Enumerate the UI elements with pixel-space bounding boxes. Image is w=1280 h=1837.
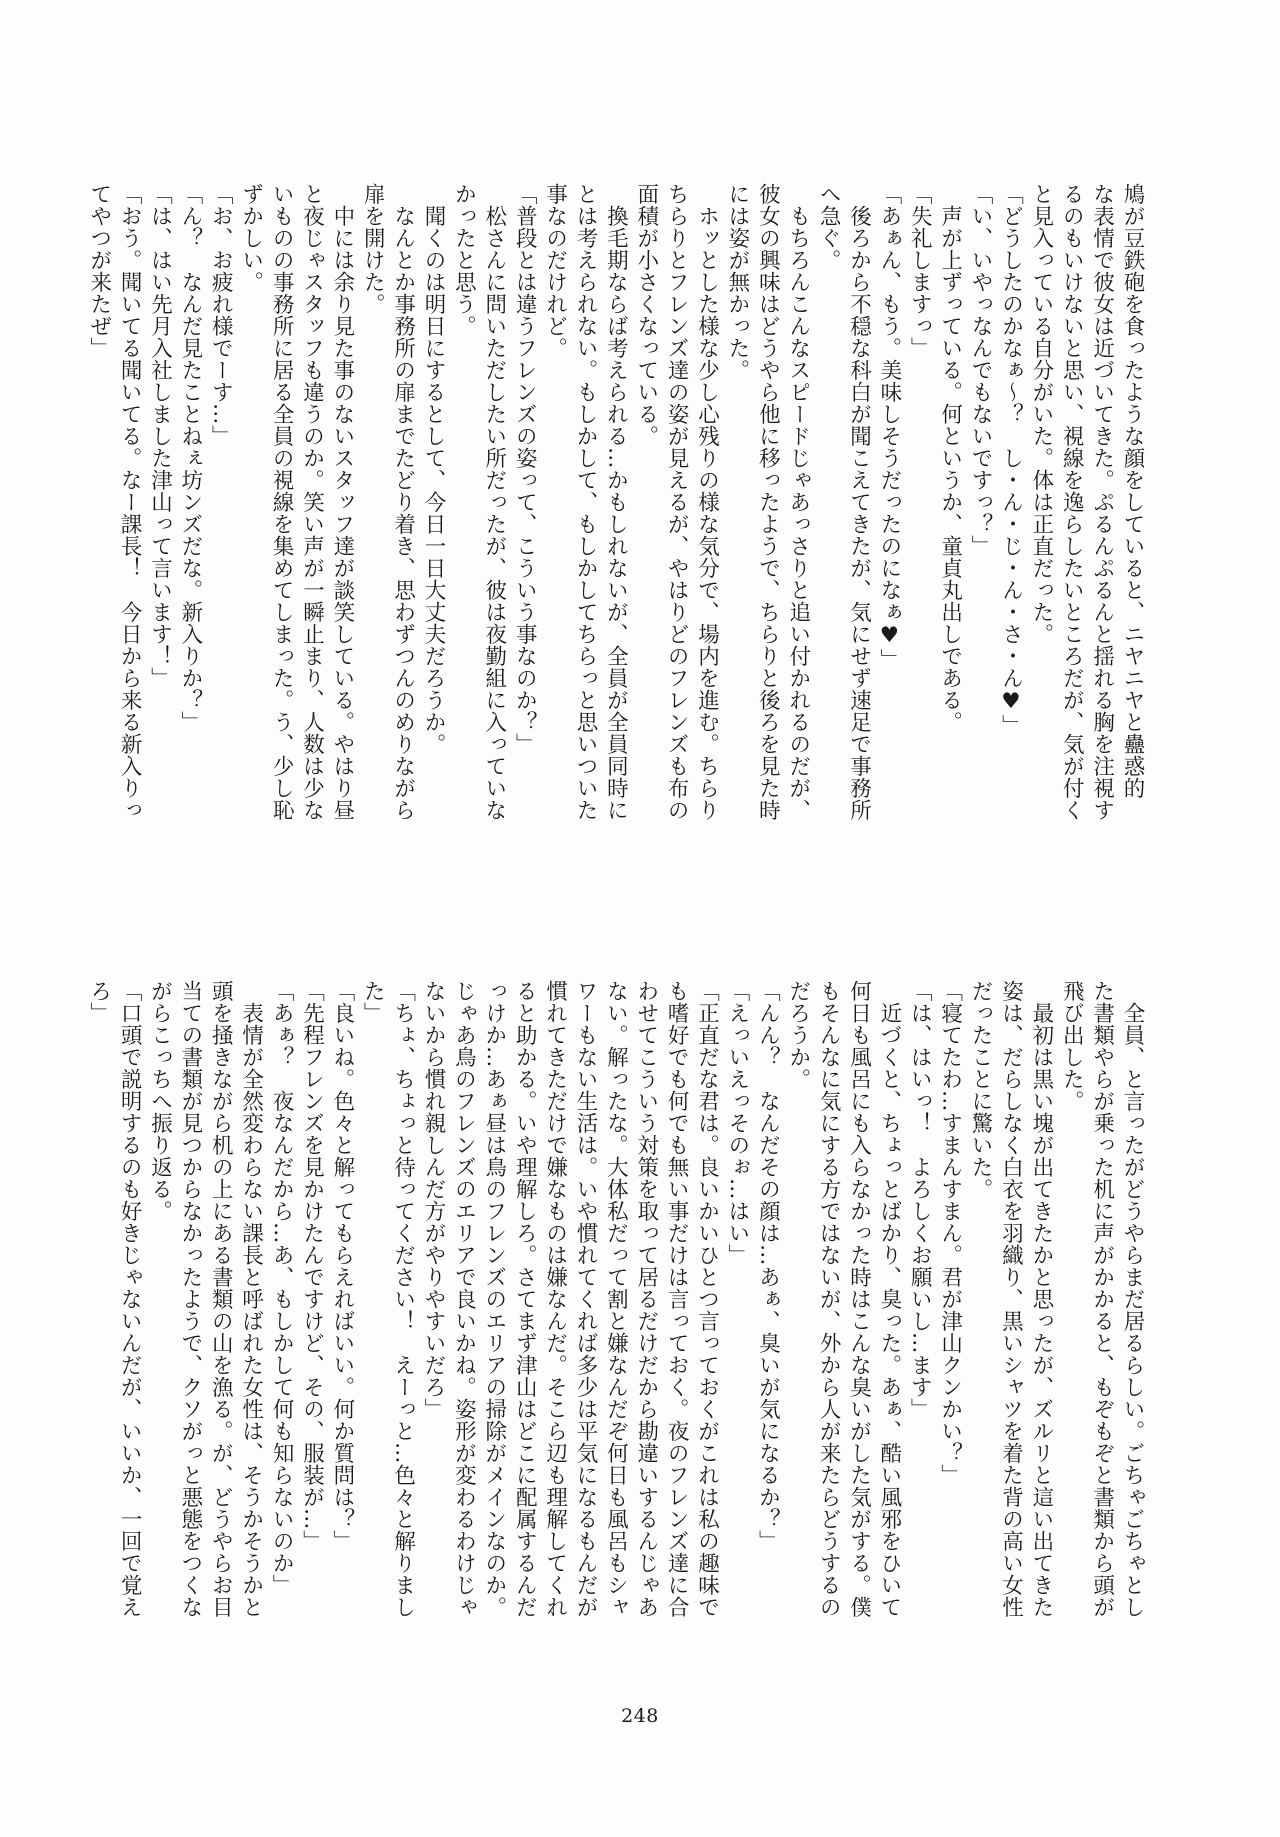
text-column: ちらりとフレンズ達の姿が見えるが、やはりどのフレンズも布の: [664, 183, 690, 821]
text-column: もそんなに気にする方ではないが、外から人が来たらどうするの: [816, 980, 842, 1618]
text-column: 慣れてきただけで嫌なものは嫌なんだ。そこら辺も理解してくれ: [542, 980, 568, 1618]
text-column: 面積が小さくなっている。: [633, 183, 659, 447]
text-column: だろうか。: [785, 980, 811, 1090]
text-column: じゃあ鳥のフレンズのエリアで良いかね。姿形が変わるわけじゃ: [451, 980, 477, 1618]
text-column: 最初は黒い塊が出てきたかと思ったが、ズルリと這い出てきた: [1028, 980, 1054, 1618]
text-column: ろ」: [86, 980, 112, 1024]
text-column: 「失礼しますっ」: [907, 183, 933, 359]
text-column: た」: [360, 980, 386, 1024]
text-column: ずかしい。: [238, 183, 264, 293]
text-column: 頭を掻きながら机の上にある書類の山を漁る。が、どうやらお目: [208, 980, 234, 1618]
text-column: てやつが来たぜ」: [86, 183, 112, 359]
text-column: もちろんこんなスピードじゃあっさりと追い付かれるのだが、: [785, 183, 811, 821]
text-column: ワーもない生活は。いや慣れてくれば多少は平気になるもんだが: [572, 980, 598, 1618]
text-column: 聞くのは明日にするとして、今日一日大丈夫だろうか。: [421, 183, 447, 755]
upper-text-block: [83, 183, 1147, 907]
text-column: っけか…あぁ昼は鳥のフレンズのエリアの掃除がメインなのか。: [481, 980, 507, 1618]
text-column: 「あぁ？ 夜なんだから…あ、もしかして何も知らないのか」: [269, 980, 295, 1596]
text-column: 「普段とは違うフレンズの姿って、こういう事なのか？」: [512, 183, 538, 755]
text-column: わせてこういう対策を取って居るだけだから勘違いするんじゃあ: [633, 980, 659, 1618]
text-column: 飛び出した。: [1059, 980, 1085, 1112]
text-column: 声が上ずっている。何というか、童貞丸出しである。: [937, 183, 963, 733]
text-column: 「は、はい先月入社しました津山って言います！」: [147, 183, 173, 689]
text-column: 扉を開けた。: [360, 183, 386, 315]
text-column: 何日も風呂にも入らなかった時はこんな臭いがした気がする。僕: [846, 980, 872, 1618]
text-column: 後ろから不穏な科白が聞こえてきたが、気にせず速足で事務所: [846, 183, 872, 821]
text-column: 「んん？ なんだその顔は…あぁ、臭いが気になるか？」: [755, 980, 781, 1552]
text-column: 当ての書類が見つからなかったようで、クソがっと悪態をつくな: [177, 980, 203, 1618]
lower-text-block: [83, 980, 1147, 1696]
text-column: 「あぁん、もう。美味しそうだったのになぁ♥」: [876, 183, 902, 671]
text-column: 松さんに問いただしたい所だったが、彼は夜勤組に入っていな: [481, 183, 507, 821]
text-column: 「良いね。色々と解ってもらえればいい。何か質問は？」: [329, 980, 355, 1552]
text-column: ないから慣れ親しんだ方がやりやすいだろ」: [421, 980, 447, 1420]
text-column: 事なのだけれど。: [542, 183, 568, 359]
text-column: なんとか事務所の扉までたどり着き、思わずつんのめりながら: [390, 183, 416, 821]
text-column: だったことに驚いた。: [968, 980, 994, 1200]
text-column: ない。解ったな。大体私だって割と嫌なんだぞ何日も風呂もシャ: [603, 980, 629, 1618]
text-column: 換毛期ならば考えられる…かもしれないが、全員が全員同時に: [603, 183, 629, 821]
text-column: 「先程フレンズを見かけたんですけど、その、服装が…」: [299, 980, 325, 1552]
text-column: 「どうしたのかなぁ～？ し・ん・じ・ん・さ・ん♥」: [998, 183, 1024, 737]
text-column: ホッとした様な少し心残りの様な気分で、場内を進む。ちらり: [694, 183, 720, 821]
text-column: 「えっいえっそのぉ…はい」: [724, 980, 750, 1266]
text-column: かったと思う。: [451, 183, 477, 337]
text-column: な表情で彼女は近づいてきた。ぷるんぷるんと揺れる胸を注視す: [1089, 183, 1115, 821]
page-number: 248: [621, 1705, 659, 1727]
text-column: 彼女の興味はどうやら他に移ったようで、ちらりと後ろを見た時: [755, 183, 781, 821]
text-column: 姿は、だらしなく白衣を羽織り、黒いシャツを着た背の高い女性: [998, 980, 1024, 1618]
text-column: 「正直だな君は。良いかいひとつ言っておくがこれは私の趣味で: [694, 980, 720, 1618]
text-column: た書類やらが乗った机に声がかかると、もぞもぞと書類から頭が: [1089, 980, 1115, 1618]
text-column: も嗜好でも何でも無い事だけは言っておく。夜のフレンズ達に合: [664, 980, 690, 1618]
text-column: へ急ぐ。: [816, 183, 842, 271]
text-column: ると助かる。いや理解しろ。さてまず津山はどこに配属するんだ: [512, 980, 538, 1618]
text-column: るのもいけないと思い、視線を逸らしたいところだが、気が付く: [1059, 183, 1085, 821]
text-column: と見入っている自分がいた。体は正直だった。: [1028, 183, 1054, 645]
text-column: 「ちょ、ちょっと待ってください！ えーっと…色々と解りまし: [390, 980, 416, 1618]
text-column: 「お、お疲れ様でーす…」: [208, 183, 234, 447]
text-column: とは考えられない。もしかして、もしかしてちらっと思いついた: [572, 183, 598, 821]
text-column: 鳩が豆鉄砲を食ったような顔をしていると、ニヤニヤと蠱惑的: [1120, 183, 1145, 799]
text-column: 「寝てたわ…すまんすまん。君が津山クンかい？」: [937, 980, 963, 1486]
text-column: 「は、はいっ！ よろしくお願いし…ます」: [907, 980, 933, 1420]
text-column: には姿が無かった。: [724, 183, 750, 381]
text-column: 「い、いやっなんでもないですっ？」: [968, 183, 994, 557]
text-column: いものの事務所に居る全員の視線を集めてしまった。う、少し恥: [269, 183, 295, 821]
text-column: 全員、と言ったがどうやらまだ居るらしい。ごちゃごちゃとし: [1120, 980, 1145, 1618]
text-column: と夜じゃスタッフも違うのか。笑い声が一瞬止まり、人数は少な: [299, 183, 325, 821]
text-column: 表情が全然変わらない課長と呼ばれた女性は、そうかそうかと: [238, 980, 264, 1618]
text-column: 「ん？ なんだ見たことねぇ坊ンズだな。新入りか？」: [177, 183, 203, 733]
text-column: がらこっちへ振り返る。: [147, 980, 173, 1222]
text-column: 近づくと、ちょっとばかり、臭った。あぁ、酷い風邪をひいて: [876, 980, 902, 1618]
text-column: 「口頭で説明するのも好きじゃないんだが、いいか、一回で覚え: [117, 980, 143, 1618]
text-column: 「おう。聞いてる聞いてる。なー課長！ 今日から来る新入りっ: [117, 183, 143, 821]
text-column: 中には余り見た事のないスタッフ達が談笑している。やはり昼: [329, 183, 355, 821]
